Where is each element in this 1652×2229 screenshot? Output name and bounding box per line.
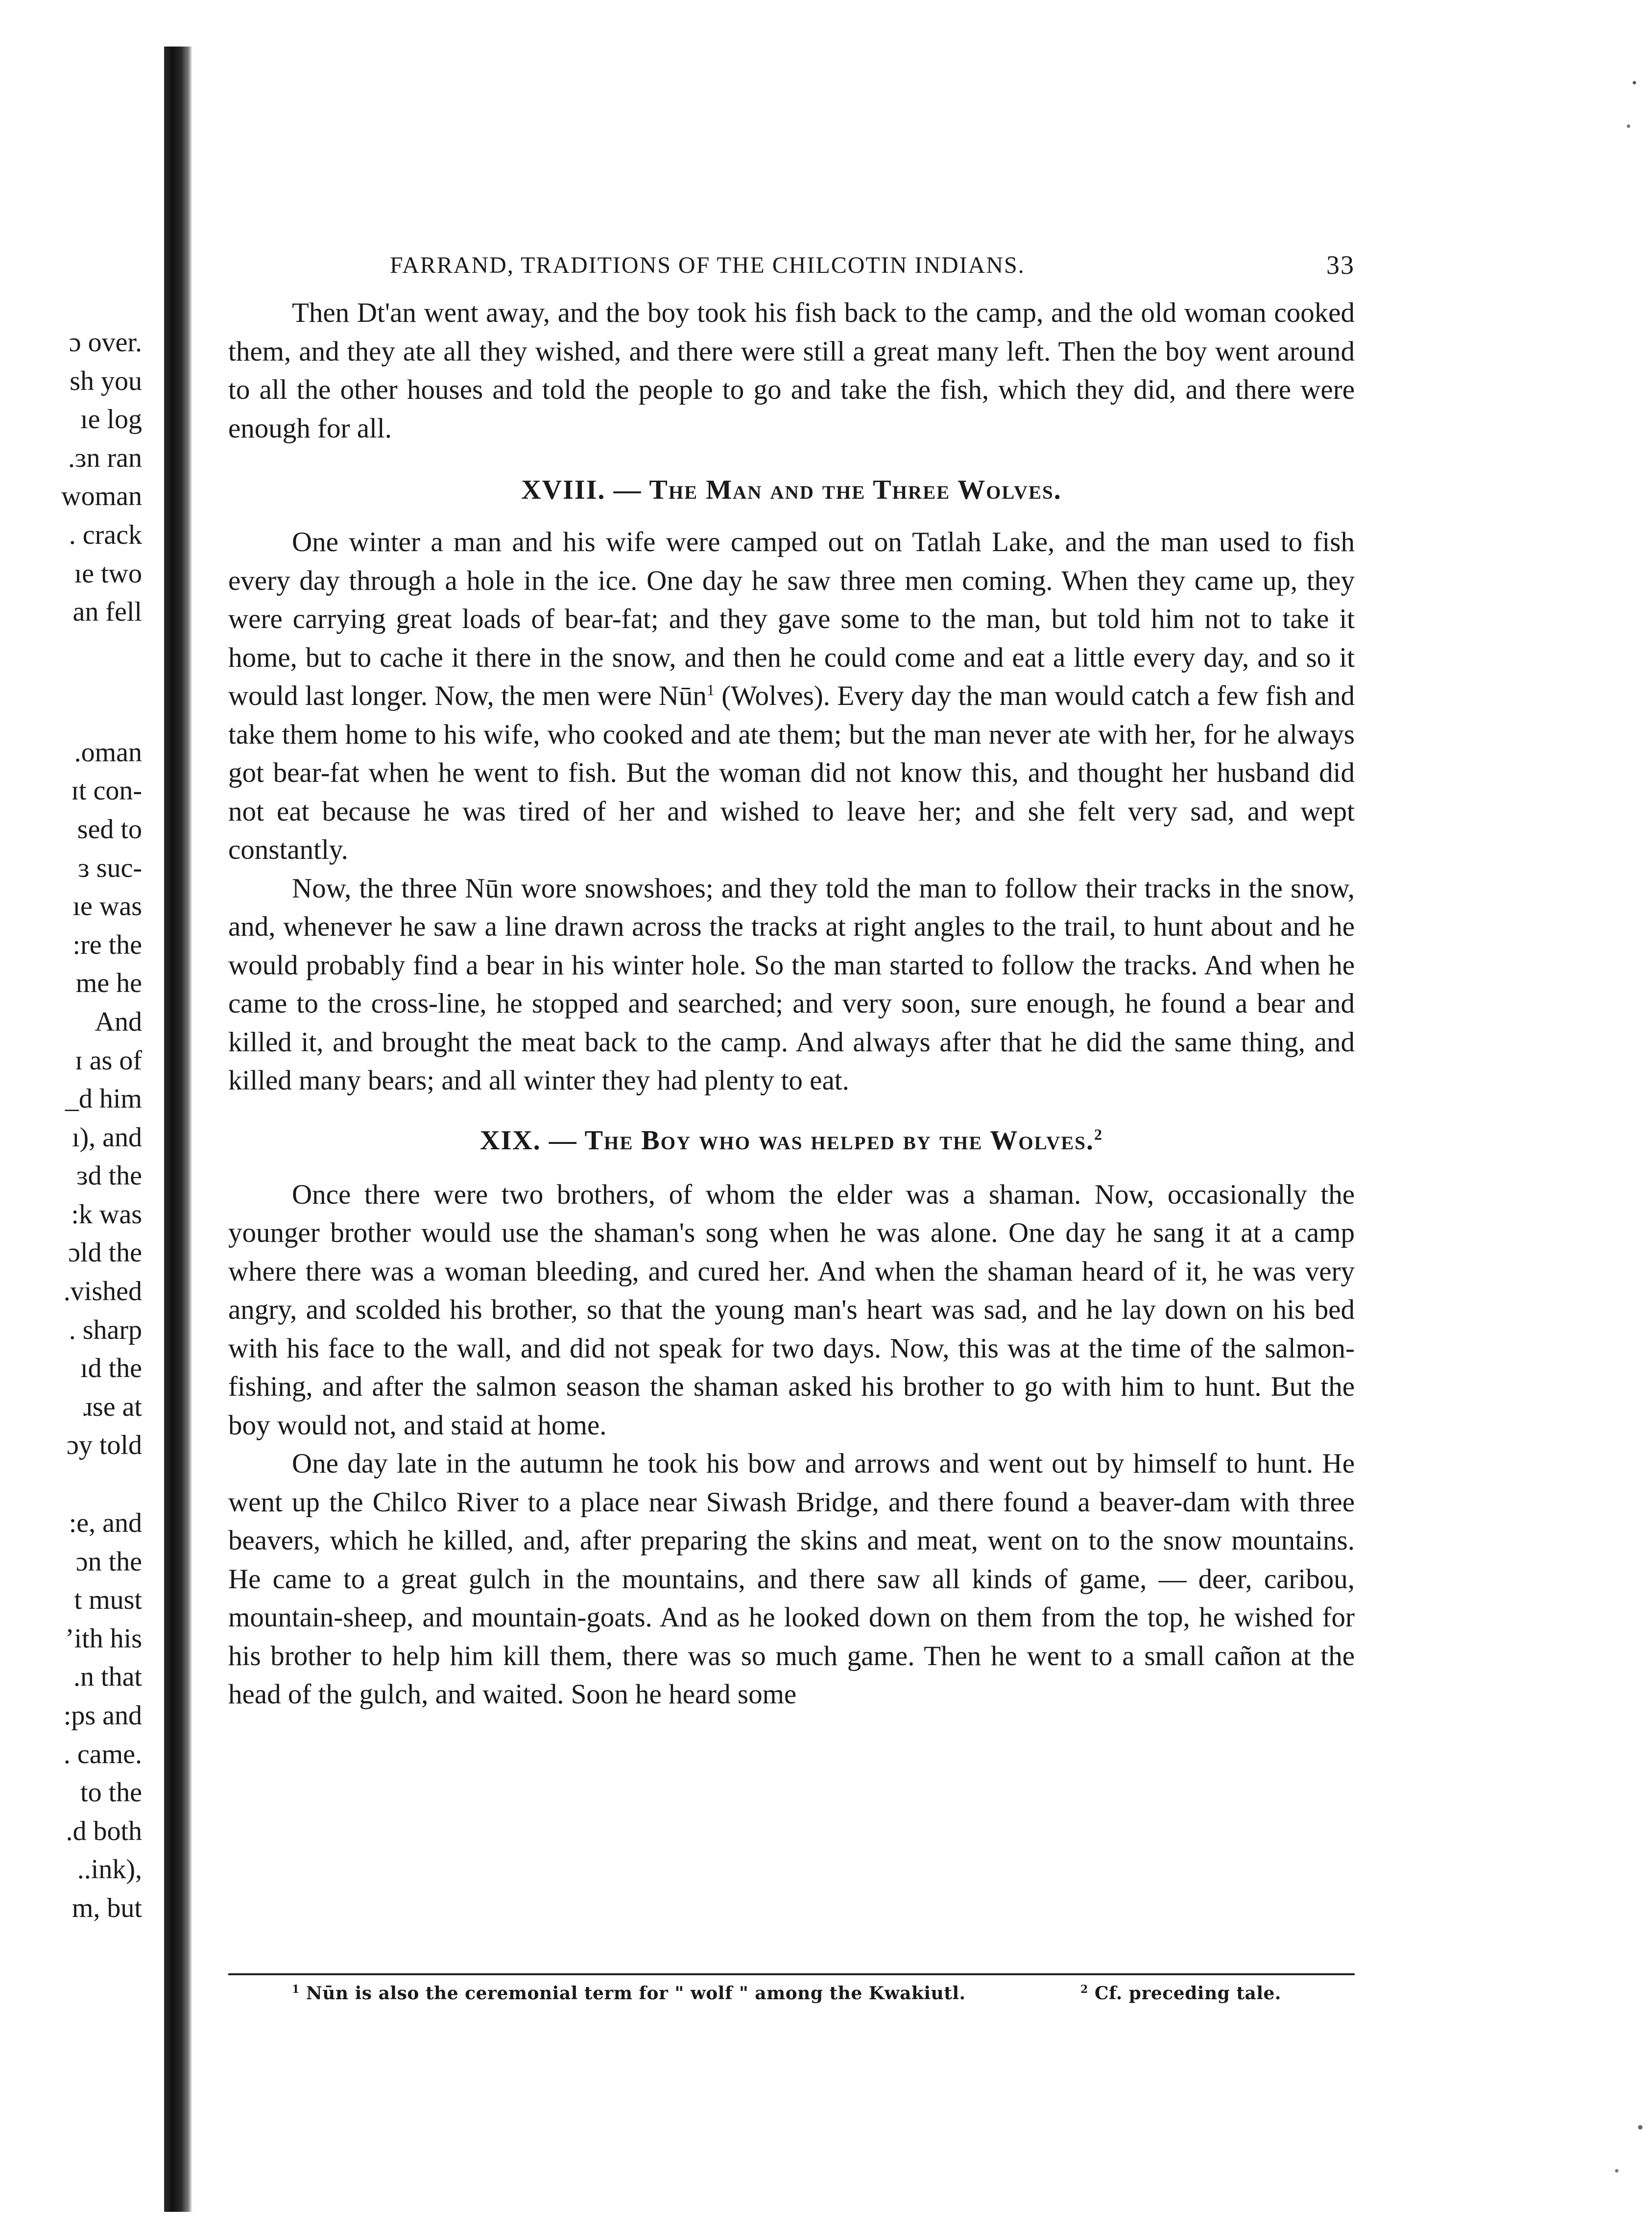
left-fragment-line: ıd the <box>80 1353 142 1384</box>
running-head <box>228 245 1355 289</box>
left-fragment-line: ɔn the <box>75 1546 142 1577</box>
left-fragment-line: to the <box>80 1777 142 1808</box>
page-content <box>228 245 1355 1714</box>
left-fragment-line: .n that <box>73 1662 142 1693</box>
left-fragment-line: ı), and <box>72 1122 142 1153</box>
footnote-text: Nūn is also the ceremonial term for " wolf " among the Kwakiutl. <box>299 1983 966 2004</box>
left-fragment-line: me he <box>75 968 142 999</box>
left-fragment-line: ɜd the <box>76 1161 142 1191</box>
footnote-mark: 2 <box>1080 1983 1088 1996</box>
left-fragment-line: ɔ over. <box>69 327 142 358</box>
left-fragment-line: .d both <box>66 1816 142 1846</box>
paragraph: One day late in the autumn he took his bow and arrows and went out by himself to hunt. He went up the Chilco River to a place near Siwash Bridge, and there found a beaver-dam with three beavers, which he killed, and, after preparing the skins and meat, went on to the snow mountains. He came to a great gulch in the mountains, and there saw all kinds of game, — deer, caribou, mountain-sheep, and mountain-goats. And as he looked down on them from the top, he wished for his brother to help him kill them, there was so much game. Then he went to a small cañon at the head of the gulch, and waited. Soon he heard some <box>228 1448 1355 1710</box>
left-fragment-group <box>0 323 142 631</box>
footnote <box>1080 1983 1281 2004</box>
left-fragment-line: sh you <box>70 365 142 396</box>
footnote-ref: 1 <box>706 681 715 699</box>
scan-edge-noise <box>1593 39 1652 2214</box>
left-fragment-line: .oman <box>74 737 142 768</box>
paragraph <box>228 523 1355 870</box>
section-title-text: XIX. — The Boy who was helped by the Wolves. <box>480 1125 1094 1156</box>
left-fragment-line: ɔld the <box>68 1237 142 1268</box>
left-fragment-line: an fell <box>72 597 142 628</box>
left-fragment-line: m, but <box>72 1892 142 1923</box>
footnote-mark: 1 <box>292 1983 300 1996</box>
left-fragment-line: woman <box>61 481 142 512</box>
left-fragment-line: :k was <box>71 1199 142 1230</box>
left-fragment-line: .vished <box>63 1276 142 1307</box>
left-fragment-line: And <box>95 1006 142 1037</box>
footnote <box>292 1983 966 2004</box>
left-fragment-line: ɹse at <box>83 1391 142 1422</box>
left-fragment-line: :ps and <box>63 1700 142 1731</box>
left-fragment-line: . came. <box>63 1739 142 1769</box>
left-fragment-group <box>0 1504 142 1928</box>
left-fragment-line: ɪ as of <box>75 1045 142 1076</box>
paragraph: Now, the three Nūn wore snowshoes; and they told the man to follow their tracks in the snow, and, whenever he saw a line drawn across the tracks at right angles to the trail, to hunt about and he would probably find a bear in his winter hole. So the man started to follow the tracks. And when he came to the cross-line, he stopped and searched; and very soon, sure enough, he found a bear and killed it, and brought the meat back to the camp. And always after that he did the same thing, and killed many bears; and all winter they had plenty to eat. <box>228 872 1355 1096</box>
left-fragment-line: :e, and <box>69 1508 142 1539</box>
left-fragment-line: t must <box>74 1585 142 1616</box>
left-fragment-line: . sharp <box>69 1314 142 1345</box>
left-page-bleed <box>0 323 142 1928</box>
section-title-xviii: XVIII. — The Man and the Three Wolves. <box>521 475 1062 505</box>
left-fragment-group <box>0 733 142 1465</box>
section-title-xix <box>228 1125 1355 1156</box>
footnote-divider <box>228 1973 1355 1975</box>
book-gutter-shadow <box>164 47 192 2212</box>
paragraph: Once there were two brothers, of whom the elder was a shaman. Now, occasionally the younger brother would use the shaman's song when he was alone. One day he sang it at a camp where there was a woman bleeding, and cured her. And when the shaman heard of it, he was very angry, and scolded his brother, so that the young man's heart was sad, and he lay down on his bed with his face to the wall, and did not speak for two days. Now, this was at the time of the salmon-fishing, and after the salmon season the shaman asked his brother to go with him to hunt. But the boy would not, and staid at home. <box>228 1179 1355 1441</box>
left-fragment-line: ɜ suc- <box>78 852 142 883</box>
footnote-ref: 2 <box>1094 1125 1103 1143</box>
left-fragment-line: .ɜn ran <box>68 442 142 473</box>
left-fragment-line: ..ink), <box>77 1854 142 1885</box>
paragraph-text: (Wolves). Every day the man would catch a few fish and take them home to his wife, who cooked and ate them; but the man never ate with her, for he always got bear-fat when he went to fish. But the woman did not know this, and thought her husband did not eat because he was tired of her and wished to leave her; and she felt very sad, and wept constantly. <box>228 680 1355 865</box>
left-fragment-line: :re the <box>72 929 142 960</box>
page-number: 33 <box>1326 250 1355 280</box>
footnote-text: Cf. preceding tale. <box>1088 1983 1281 2004</box>
left-fragment-line: . crack <box>69 519 142 550</box>
paragraph-text: One winter a man and his wife were camped out on Tatlah Lake, and the man used to fish every day through a hole in the ice. One day he saw three men coming. When they came up, they were carrying great loads of bear-fat; and they gave some to the man, but told him not to take it home, but to cache it there in the snow, and then he could come and eat a little every day, and so it would last longer. Now, the men were Nūn <box>228 527 1355 711</box>
left-fragment-line: ıe two <box>74 558 142 589</box>
left-fragment-line: sed to <box>77 814 142 845</box>
running-title: FARRAND, TRADITIONS OF THE CHILCOTIN INDIANS. <box>390 252 1025 278</box>
left-fragment-line: ıe log <box>80 404 142 435</box>
intro-paragraph: Then Dt'an went away, and the boy took his fish back to the camp, and the old woman cooked them, and they ate all they wished, and there were still a great many left. Then the boy went around to all the other houses and told the people to go and take the fish, which they did, and there were enough for all. <box>228 297 1355 444</box>
left-fragment-line: ʼith his <box>65 1623 142 1654</box>
left-fragment-line: ɪt con- <box>71 775 142 806</box>
left-fragment-line: ɔy told <box>67 1430 142 1461</box>
left-fragment-line: ıe was <box>72 891 142 922</box>
left-fragment-line: _d him <box>65 1084 142 1114</box>
